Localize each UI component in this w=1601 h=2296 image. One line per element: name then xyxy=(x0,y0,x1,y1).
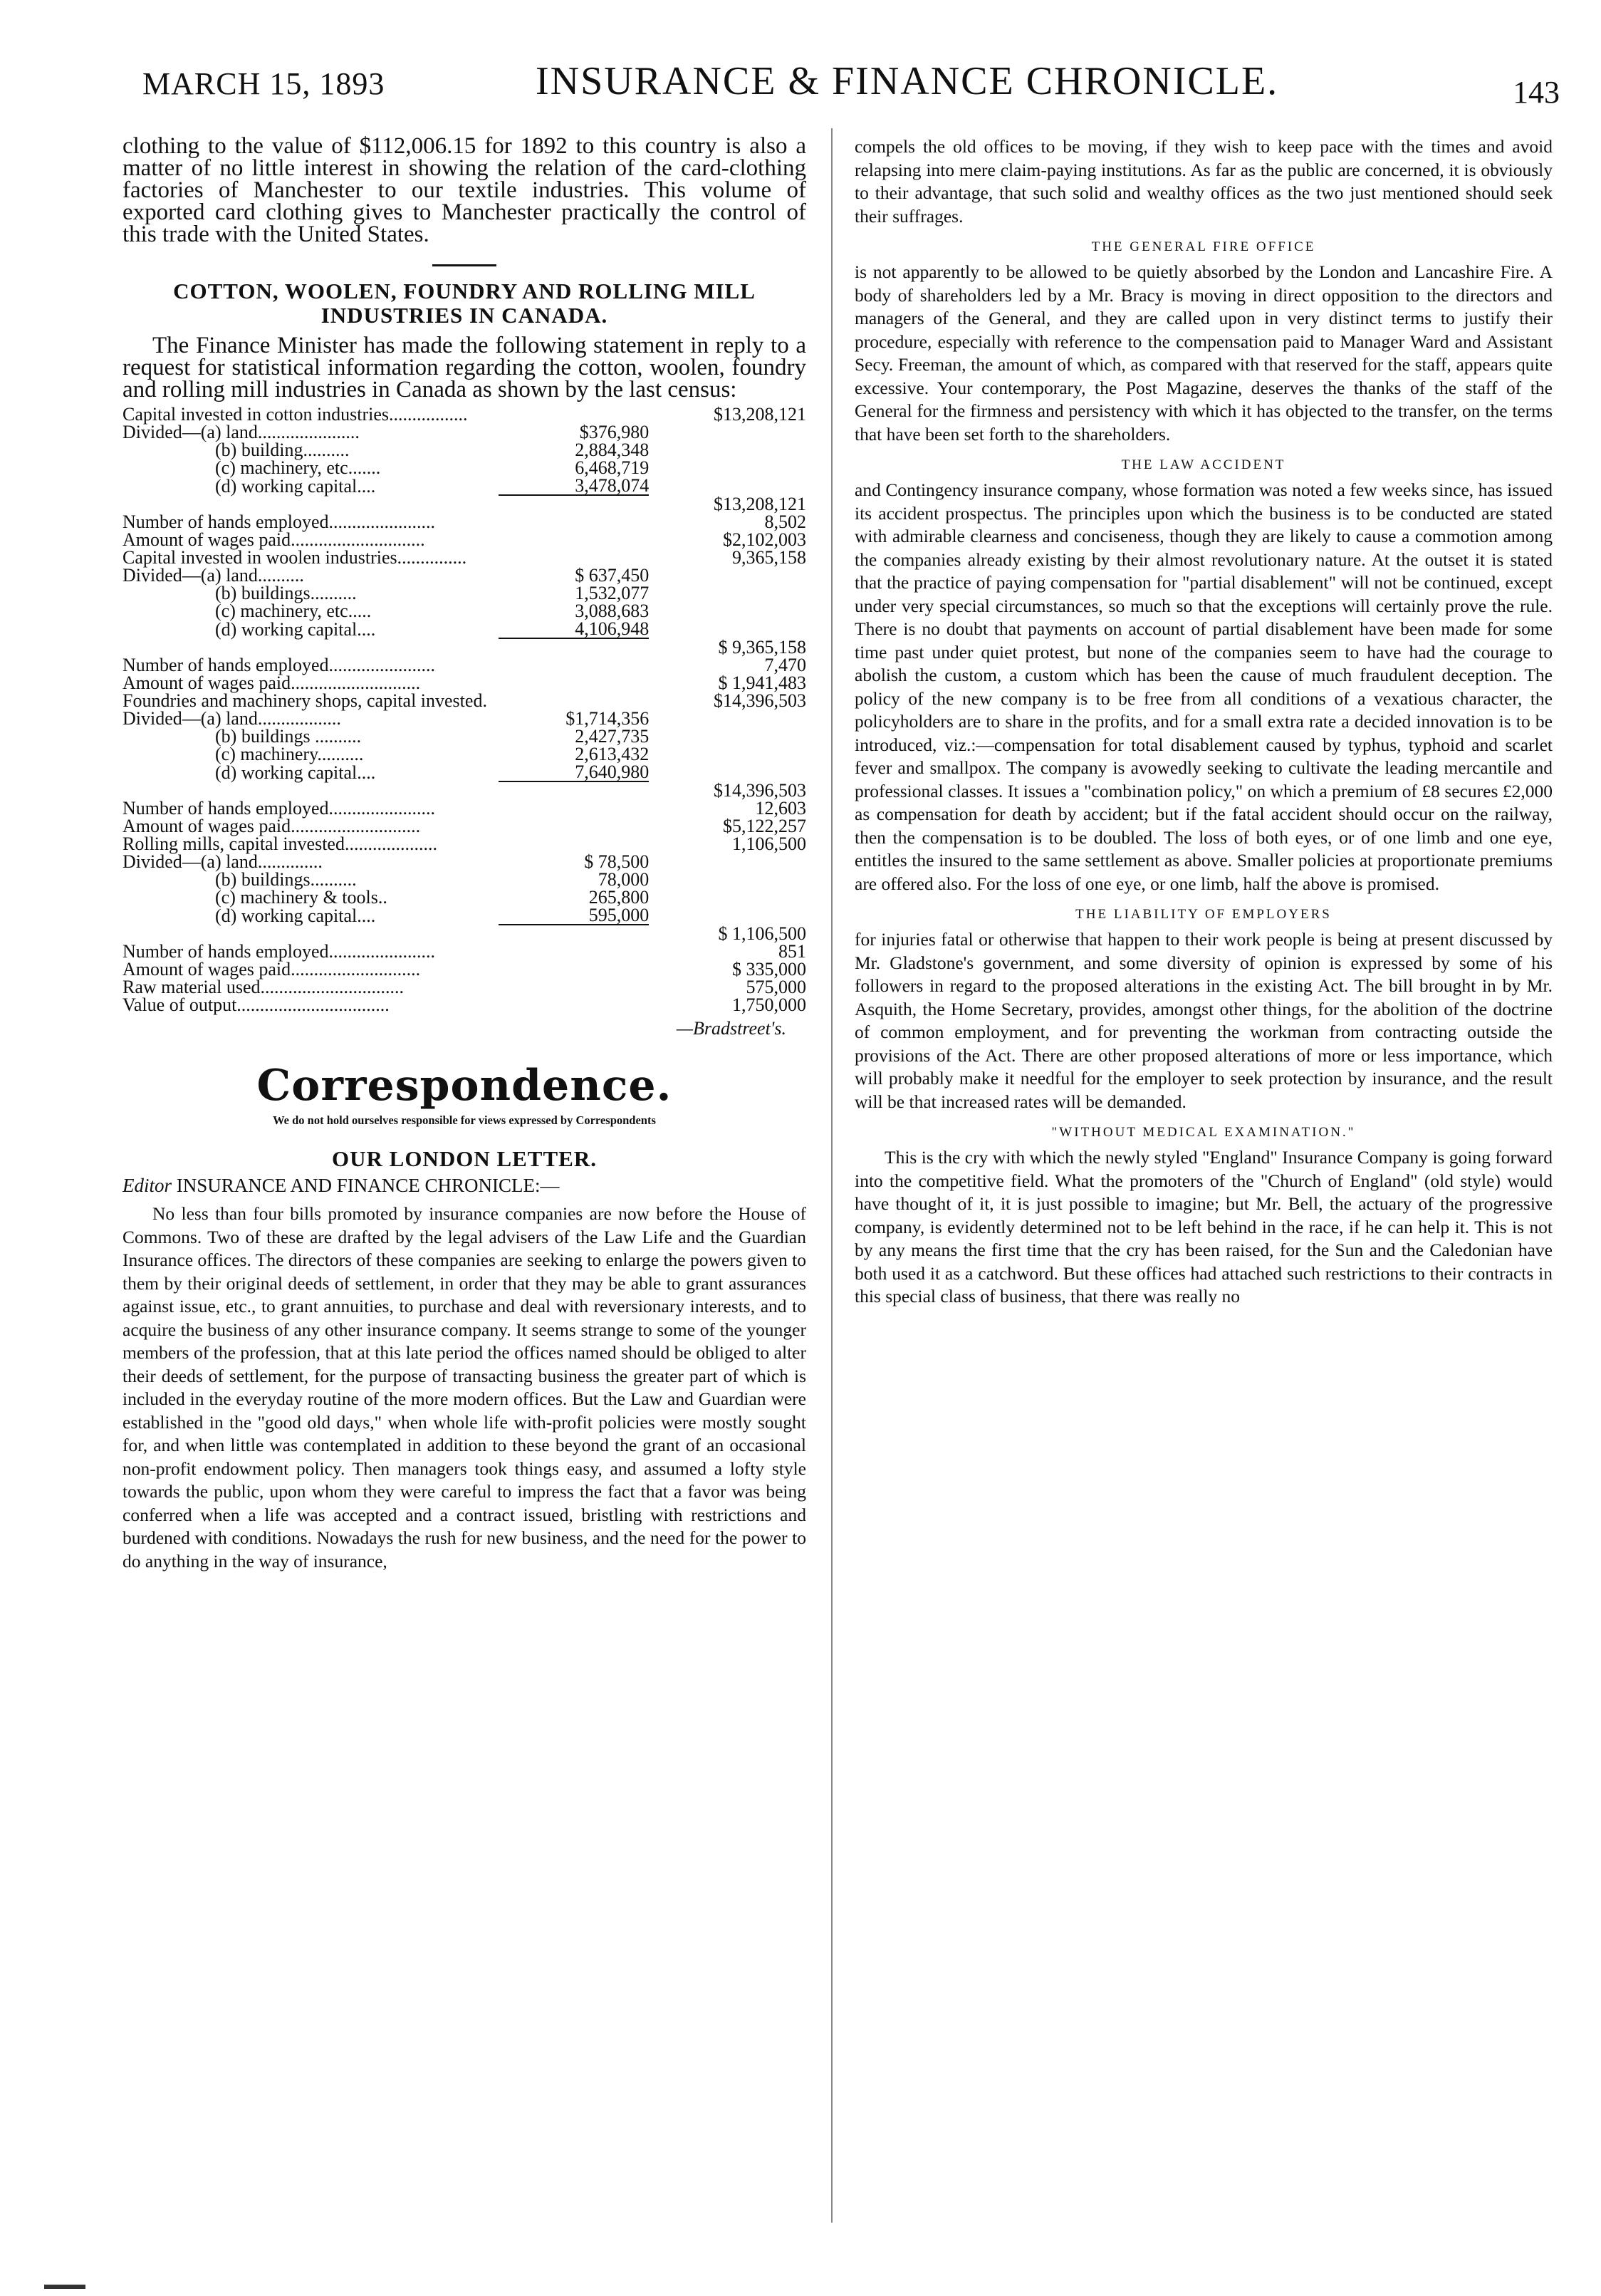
liability-paragraph: for injuries fatal or otherwise that happen to their work people is being at present discussed by Mr. Gladstone's government, and some diversity of opinion is expressed by some of his followers in regard to the proposed alterations in the existing Act. The bill brought in by Mr. Asquith, the Home Secretary, provides, amongst other things, for the abolition of the doctrine of common employment, and for preventing the workman from contracting outside the provisions of the Act. There are other proposed alterations of more or less importance, which will probably make it needful for the employer to seek protection by insurance, and the result will be that increased rates will be demanded. xyxy=(855,929,1553,1112)
stats-total xyxy=(649,459,806,477)
stats-label: Value of output................................. xyxy=(122,994,390,1015)
stats-label: Number of hands employed....................... xyxy=(122,941,436,962)
stats-subvalue: 2,884,348 xyxy=(575,440,650,460)
stats-row xyxy=(122,656,806,674)
stats-label xyxy=(122,781,499,799)
letter-title: OUR LONDON LETTER. xyxy=(332,1146,597,1171)
stats-total xyxy=(649,853,806,871)
stats-subvalue xyxy=(499,996,649,1014)
stats-subvalue: 2,427,735 xyxy=(575,726,650,747)
editor-salutation xyxy=(122,1175,806,1197)
footer-mark xyxy=(44,2285,85,2289)
stats-total xyxy=(649,441,806,459)
stats-subvalue xyxy=(499,835,649,853)
stats-label: Divided—(a) land.......... xyxy=(122,565,304,586)
stats-row xyxy=(122,441,806,459)
stats-total: $14,396,503 xyxy=(714,780,806,801)
stats-subvalue xyxy=(499,549,649,566)
stats-label: Divided—(a) land...................... xyxy=(122,422,360,442)
stats-label: Divided—(a) land.............. xyxy=(122,851,323,872)
stats-subvalue xyxy=(499,513,649,531)
stats-row xyxy=(122,888,806,906)
stats-subvalue: 6,468,719 xyxy=(575,457,650,478)
stats-row xyxy=(122,549,806,566)
letter-paragraph: No less than four bills promoted by insurance companies are now before the House of Commons. Two of these are drafted by the legal advisers of the Law Life and the Guardian Insurance offices. The directors of these companies are seeking to enlarge the powers given to them by their original deeds of settlement, in order that they may be able to grant assurances against issue, etc., to grant annuities, to purchase and deal with reversionary interests, and to acquire the business of any other insurance company. It seems strange to some of the younger members of the profession, that at this late period the offices named should be obliged to alter their deeds of settlement, for the purpose of transacting business the greater part of which is included in the everyday routine of the more modern offices. But the Law and Guardian were established in the "good old days," when whole life with-profit policies were mostly sought for, and when little was contemplated in addition to these beyond the grant of an occasional non-profit endowment policy. Then managers took things easy, and assumed a lofty style towards the public, upon whom they were careful to impress the fact that a favor was being conferred when a life was accepted and a contract issued, bristling with restrictions and burdened with conditions. Nowadays the rush for new business, and the need for the power to do anything in the way of insurance, xyxy=(122,1203,806,1572)
stats-total xyxy=(649,710,806,727)
stats-total xyxy=(649,871,806,888)
stats-row xyxy=(122,423,806,441)
stats-total: 9,365,158 xyxy=(732,547,806,568)
stats-subvalue xyxy=(499,978,649,996)
stats-row xyxy=(122,459,806,477)
stats-total xyxy=(649,584,806,602)
correspondence-disclaimer: We do not hold ourselves responsible for views expressed by Correspondents xyxy=(273,1113,656,1127)
stats-subvalue xyxy=(499,925,649,942)
page-header xyxy=(142,58,1560,123)
census-statistics-table xyxy=(122,405,806,1014)
stats-total: 575,000 xyxy=(746,977,806,997)
stats-row xyxy=(122,710,806,727)
section-rule xyxy=(432,264,496,266)
stats-total: $14,396,503 xyxy=(714,690,806,711)
stats-row xyxy=(122,584,806,602)
stats-row xyxy=(122,799,806,817)
stats-subvalue: 1,532,077 xyxy=(575,583,650,603)
stats-label: (c) machinery, etc..... xyxy=(215,601,372,621)
stats-row xyxy=(122,978,806,996)
stats-label: (b) buildings .......... xyxy=(215,726,362,747)
stats-subvalue: $ 637,450 xyxy=(575,565,650,586)
stats-total xyxy=(649,566,806,584)
stats-subvalue: 2,613,432 xyxy=(575,744,650,764)
editor-prefix: Editor xyxy=(122,1175,172,1196)
continued-paragraph: compels the old offices to be moving, if they wish to keep pace with the times and avoid relapsing into mere claim-paying institutions. As far as the public are concerned, it is obviously to their advantage, that such solid and wealthy offices as the two just mentioned should seek their suffrages. xyxy=(855,136,1553,227)
stats-total: 12,603 xyxy=(755,798,806,819)
stats-row xyxy=(122,405,806,423)
stats-row xyxy=(122,692,806,710)
stats-row xyxy=(122,996,806,1014)
stats-total: $13,208,121 xyxy=(714,404,806,425)
stats-subvalue xyxy=(499,692,649,710)
stats-subvalue: 78,000 xyxy=(598,869,650,890)
stats-subvalue xyxy=(499,495,649,513)
stats-subvalue xyxy=(499,531,649,549)
intro-paragraph: clothing to the value of $112,006.15 for 1892 to this country is also a matter of no little interest in showing the relation of the card-clothing factories of Manchester to our textile industries. This volume of exported card clothing gives to Manchester practically the control of this trade with the United States. xyxy=(122,133,806,247)
stats-row xyxy=(122,942,806,960)
editor-addressee: INSURANCE AND FINANCE CHRONICLE:— xyxy=(176,1175,560,1196)
header-page-number: 143 xyxy=(1513,75,1560,110)
law-accident-paragraph: and Contingency insurance company, whose formation was noted a few weeks since, has issued its accident prospectus. The principles upon which the business is to be conducted are stated with admirable clearness and conciseness, though they are likely to cause a commotion among the companies already existing by their almost revolutionary nature. At the outset it is stated that the practice of paying compensation for "partial disablement" will not be continued, except under very special circumstances, so much so that the exceptions will certainly prove the rule. There is no doubt that payments on account of partial disablement have been made for some time past under quiet protest, but none of the companies seem to have had the courage to abolish the custom, a custom which has been the cause of much fraudulent deception. The policy of the new company is to be free from all conditions of a vexatious character, the policyholders are to share in the profits, and for a small extra rate a decided innovation is to be introduced, viz.:—compensation for total disablement caused by typhus, typhoid and scarlet fever and smallpox. The company is avowedly seeking to cultivate the leading mercantile and professional classes. It issues a "combination policy," on which a premium of £8 secures £2,000 as compensation for death by accident; but if the fatal accident should occur on the railway, then the compensation is to be doubled. The loss of both eyes, or of one limb and one eye, entitles the insured to the same settlement as above. Smaller policies at proportionate premiums are offered also. For the loss of one eye, or one limb, half the above is promised. xyxy=(855,479,1553,894)
stats-row xyxy=(122,602,806,620)
stats-row xyxy=(122,745,806,763)
stats-subvalue xyxy=(499,656,649,674)
stats-total xyxy=(649,763,806,781)
stats-label: (b) buildings.......... xyxy=(215,869,357,890)
stats-label: Number of hands employed....................... xyxy=(122,798,436,819)
stats-total xyxy=(649,906,806,925)
stats-total: $ 9,365,158 xyxy=(718,637,806,658)
correspondence-title: Correspondence. xyxy=(256,1061,672,1111)
stats-total xyxy=(649,745,806,763)
stats-label: (d) working capital.... xyxy=(215,476,376,497)
stats-row xyxy=(122,638,806,656)
stats-label: (d) working capital.... xyxy=(215,619,376,640)
stats-subvalue: 595,000 xyxy=(499,906,649,925)
heading-liability-of-employers: THE LIABILITY OF EMPLOYERS xyxy=(1075,907,1332,922)
heading-general-fire-office: THE GENERAL FIRE OFFICE xyxy=(1091,239,1316,254)
stats-subvalue xyxy=(499,942,649,960)
stats-label: Amount of wages paid............................. xyxy=(122,529,425,550)
stats-label: Foundries and machinery shops, capital invested. xyxy=(122,690,487,711)
stats-row xyxy=(122,906,806,925)
stats-label: Capital invested in cotton industries................. xyxy=(122,404,468,425)
right-column xyxy=(855,135,1553,1309)
stats-row xyxy=(122,620,806,638)
stats-total xyxy=(649,602,806,620)
stats-total xyxy=(649,888,806,906)
stats-label: Number of hands employed....................... xyxy=(122,655,436,675)
stats-label xyxy=(122,495,499,513)
stats-subvalue: 3,088,683 xyxy=(575,601,650,621)
stats-subvalue: $1,714,356 xyxy=(565,708,650,729)
stats-row xyxy=(122,495,806,513)
column-divider xyxy=(831,128,833,2223)
stats-total: $ 1,941,483 xyxy=(718,672,806,693)
stats-label: Divided—(a) land.................. xyxy=(122,708,341,729)
stats-row xyxy=(122,727,806,745)
stats-total xyxy=(649,727,806,745)
stats-label: (d) working capital.... xyxy=(215,905,376,926)
stats-subvalue: $376,980 xyxy=(579,422,650,442)
stats-total: $2,102,003 xyxy=(723,529,806,550)
stats-label: (d) working capital.... xyxy=(215,762,376,783)
stats-total xyxy=(649,423,806,441)
stats-label: Raw material used............................... xyxy=(122,977,404,997)
stats-row xyxy=(122,853,806,871)
heading-law-accident: THE LAW ACCIDENT xyxy=(1121,457,1286,472)
stats-label: Amount of wages paid............................ xyxy=(122,672,421,693)
stats-subvalue xyxy=(499,960,649,978)
stats-subvalue: 3,478,074 xyxy=(499,477,649,495)
general-fire-paragraph: is not apparently to be allowed to be quietly absorbed by the London and Lancashire Fire. A body of shareholders led by a Mr. Bracy is moving in direct opposition to the directors and managers of the General, and they are called upon in very distinct terms to justify their procedure, especially with reference to the compensation paid to Manager Ward and Assistant Secy. Freeman, the amount of which, as compared with that reserved for the staff, appears quite excessive. Your contemporary, the Post Magazine, deserves the thanks of the staff of the General for the firmness and persistency with which it has objected to the transfer, on the terms that have been set forth to the shareholders. xyxy=(855,261,1553,445)
heading-without-medical-examination: "WITHOUT MEDICAL EXAMINATION." xyxy=(1051,1125,1356,1140)
stats-row xyxy=(122,531,806,549)
stats-label xyxy=(122,925,499,942)
stats-row xyxy=(122,763,806,781)
stats-label: Amount of wages paid............................ xyxy=(122,959,421,980)
section-intro: The Finance Minister has made the following statement in reply to a request for statistical information regarding the cotton, woolen, foundry and rolling mill industries in Canada as shown by the last census: xyxy=(122,333,806,402)
stats-total: $13,208,121 xyxy=(714,494,806,514)
stats-total xyxy=(649,620,806,638)
section-title: COTTON, WOOLEN, FOUNDRY AND ROLLING MILL INDUSTRIES IN CANADA. xyxy=(173,279,756,328)
stats-total: 7,470 xyxy=(764,655,806,675)
stats-subvalue xyxy=(499,674,649,692)
stats-total: 8,502 xyxy=(764,511,806,532)
stats-total: $5,122,257 xyxy=(723,816,806,836)
stats-row xyxy=(122,817,806,835)
stats-total: 1,750,000 xyxy=(732,994,806,1015)
stats-row xyxy=(122,513,806,531)
stats-total: 851 xyxy=(778,941,806,962)
stats-label: (b) buildings.......... xyxy=(215,583,357,603)
stats-label: (c) machinery, etc....... xyxy=(215,457,381,478)
stats-subvalue xyxy=(499,781,649,799)
stats-row xyxy=(122,960,806,978)
stats-label: (c) machinery.......... xyxy=(215,744,364,764)
stats-row xyxy=(122,835,806,853)
stats-row xyxy=(122,871,806,888)
stats-subvalue xyxy=(499,799,649,817)
stats-row xyxy=(122,477,806,495)
stats-label xyxy=(122,638,499,656)
stats-row xyxy=(122,566,806,584)
stats-subvalue xyxy=(499,405,649,423)
stats-subvalue: 7,640,980 xyxy=(499,763,649,781)
stats-label: Amount of wages paid............................ xyxy=(122,816,421,836)
stats-row xyxy=(122,674,806,692)
stats-row xyxy=(122,925,806,942)
stats-label: (c) machinery & tools.. xyxy=(215,887,387,908)
stats-total: $ 335,000 xyxy=(732,959,806,980)
stats-row xyxy=(122,781,806,799)
header-date: MARCH 15, 1893 xyxy=(142,66,385,101)
stats-total: 1,106,500 xyxy=(732,833,806,854)
stats-subvalue: $ 78,500 xyxy=(584,851,650,872)
stats-label: Number of hands employed....................... xyxy=(122,511,436,532)
stats-label: (b) building.......... xyxy=(215,440,350,460)
stats-total xyxy=(649,477,806,495)
header-title: INSURANCE & FINANCE CHRONICLE. xyxy=(536,59,1279,103)
stats-total: $ 1,106,500 xyxy=(718,923,806,944)
stats-subvalue xyxy=(499,817,649,835)
stats-subvalue: 265,800 xyxy=(588,887,650,908)
stats-subvalue xyxy=(499,638,649,656)
stats-label: Rolling mills, capital invested.................... xyxy=(122,833,437,854)
source-credit: —Bradstreet's. xyxy=(676,1018,786,1039)
left-column xyxy=(122,135,806,1573)
stats-label: Capital invested in woolen industries............... xyxy=(122,547,467,568)
stats-subvalue: 4,106,948 xyxy=(499,620,649,638)
medical-paragraph: This is the cry with which the newly styled "England" Insurance Company is going forward into the competitive field. What the promoters of the "Church of England" (old style) would have thought of it, it is just possible to imagine; but Mr. Bell, the actuary of the progressive company, is evidently determined not to be left behind in the race, if he can help it. This is not by any means the first time that the cry has been raised, for the Sun and the Caledonian have both used it as a catchword. But these offices had attached such restrictions to their contracts in this special class of business, that there was really no xyxy=(855,1147,1553,1307)
